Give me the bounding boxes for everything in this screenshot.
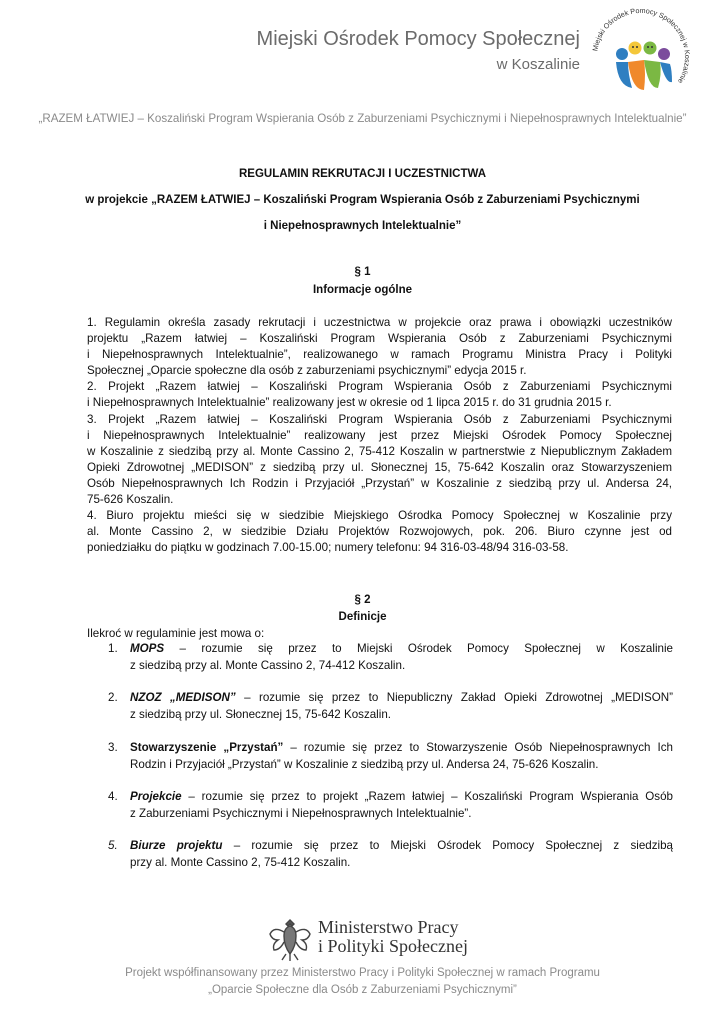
paragraph-line: 2. Projekt „Razem łatwiej – Koszaliński Program Wspierania Osób z Zaburzeniami Psychicznymi: [87, 380, 672, 394]
definition-term: Biurze projektu: [130, 839, 223, 852]
section-2-number: § 2: [354, 594, 371, 606]
org-name: Miejski Ośrodek Pomocy Społecznej: [256, 28, 580, 50]
paragraph-line: 4. Biuro projektu mieści się w siedzibie Miejskiego Ośrodka Pomocy Społecznej w Koszalinie przy: [87, 509, 672, 523]
paragraph-line: Opieki Zdrowotnej „MEDISON” z siedzibą przy ul. Słonecznej 15, 75-642 Koszalin oraz Stowarzyszeniem: [87, 460, 672, 474]
polish-eagle-emblem-icon: [266, 914, 314, 964]
paragraph-line: projektu „Razem łatwiej – Koszaliński Program Wspierania Osób z Zaburzeniami Psychicznymi: [87, 332, 672, 346]
paragraph-line: w Koszalinie z siedzibą przy al. Monte Cassino 2, 75-412 Koszalin w partnerstwie z Niepublicznym Zakładem: [87, 444, 672, 458]
paragraph-line: Osób Niepełnosprawnych Ich Rodzin i Przyjaciół „Przystań” w Koszalinie z siedzibą przy ul. Andersa 24,: [87, 476, 672, 490]
section-2-title: Definicje: [338, 611, 387, 623]
paragraph-line: i Niepełnosprawnych Intelektualnie” realizowany jest w okresie od 1 lipca 2015 r. do 31 grudnia 2015 r.: [87, 396, 612, 410]
paragraph-line: i Niepełnosprawnych Intelektualnie”, realizowanego w ramach Programu Ministra Pracy i Polityki: [87, 348, 672, 362]
document-subtitle-line2: i Niepełnosprawnych Intelektualnie”: [263, 220, 462, 232]
definitions-intro: Ilekroć w regulaminie jest mowa o:: [87, 627, 265, 640]
paragraph-line: 1. Regulamin określa zasady rekrutacji i uczestnictwa w projekcie oraz prawa i obowiązki uczestników: [87, 316, 672, 329]
funding-note-line2: „Oparcie Społeczne dla Osób z Zaburzeniami Psychicznymi”: [208, 984, 517, 996]
section-1-number: § 1: [354, 266, 371, 278]
paragraph-line: 3. Projekt „Razem łatwiej – Koszaliński Program Wspierania Osób z Zaburzeniami Psychicznymi: [87, 412, 672, 426]
section-1-title: Informacje ogólne: [312, 284, 413, 296]
definition-term: NZOZ „MEDISON”: [130, 691, 236, 704]
definition-term: Stowarzyszenie „Przystań”: [130, 741, 284, 754]
project-motto: „RAZEM ŁATWIEJ – Koszaliński Program Wspierania Osób z Zaburzeniami Psychicznymi i Niepełnosprawnych Intelektualnie”: [38, 112, 687, 125]
document-title: REGULAMIN REKRUTACJI I UCZESTNICTWA: [238, 168, 487, 180]
logo-ring-text: Miejski Ośrodek Pomocy Społecznej w Koszalinie: [590, 5, 693, 86]
paragraph-line: poniedziałku do piątku w godzinach 7.00-15.00; numery telefonu: 94 316-03-48/94 316-03-58.: [87, 541, 569, 555]
section-1-body: [87, 315, 672, 556]
paragraph-line: al. Monte Cassino 2, w siedzibie Działu Projektów Rozwojowych, pok. 206. Biuro czynne jest od: [87, 525, 672, 539]
document-subtitle-line1: w projekcie „RAZEM ŁATWIEJ – Koszaliński Program Wspierania Osób z Zaburzeniami Psychicznymi: [85, 194, 640, 206]
paragraph-line: 75-626 Koszalin.: [87, 493, 174, 507]
ministry-name: Ministerstwo Pracy i Polityki Społecznej: [318, 917, 468, 956]
definition-term: Projekcie: [130, 790, 182, 803]
funding-note-line1: Projekt współfinansowany przez Ministerstwo Pracy i Polityki Społecznej w ramach Programu: [125, 967, 600, 979]
org-city: w Koszalinie: [496, 56, 580, 73]
mops-logo-icon: [588, 4, 694, 110]
definition-term: MOPS: [130, 642, 165, 655]
paragraph-line: i Niepełnosprawnych Intelektualnie” realizowany jest przez Miejski Ośrodek Pomocy Społecznej: [87, 428, 672, 442]
paragraph-line: Społecznej „Oparcie społeczne dla osób z zaburzeniami psychicznymi” edycja 2015 r.: [87, 364, 527, 378]
